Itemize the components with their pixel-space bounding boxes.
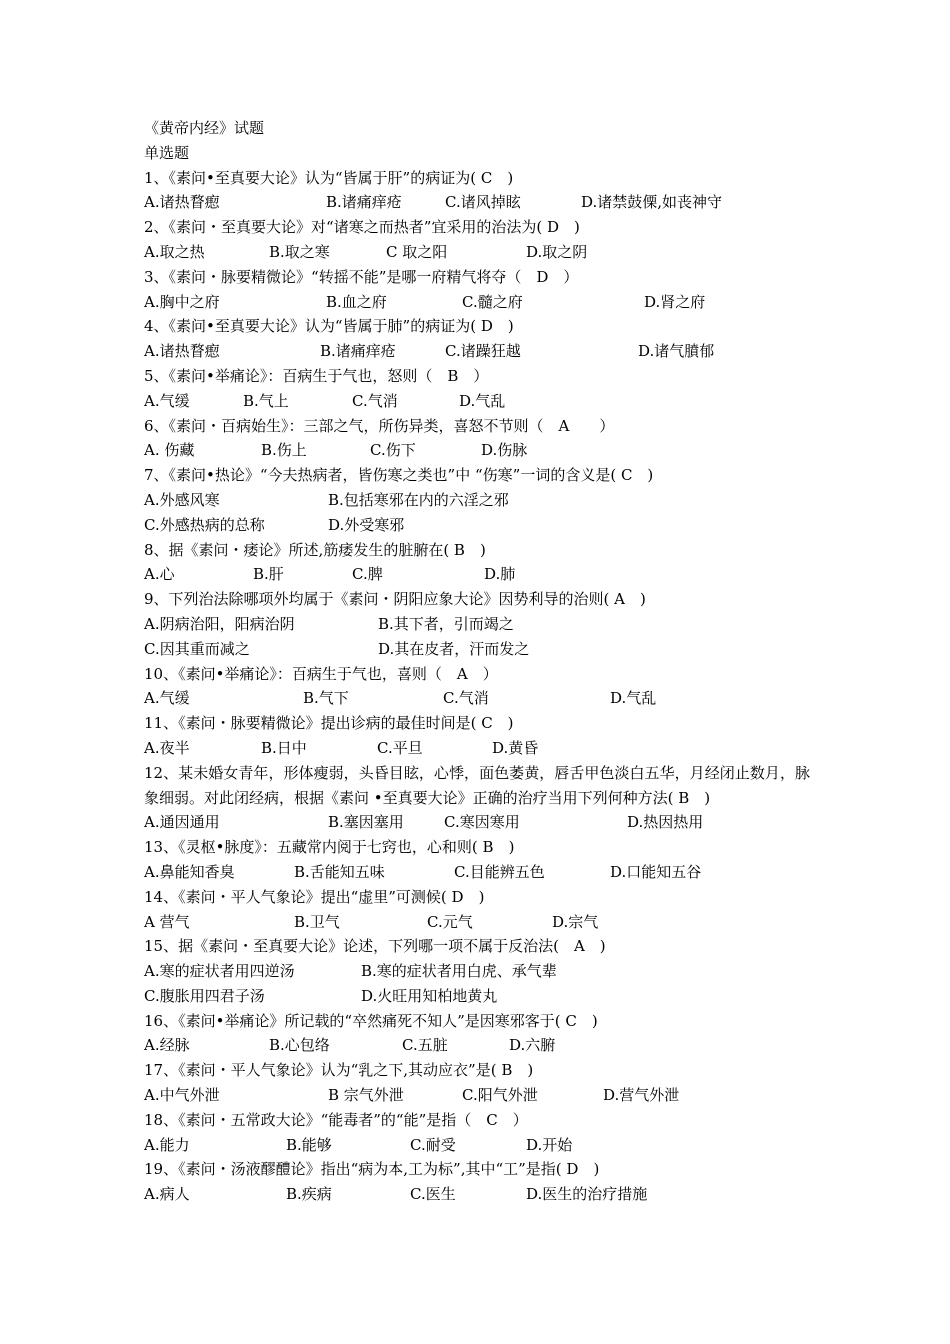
question-stem: 16、《素问•举痛论》所记载的“卒然痛死不知人”是因寒邪客于( C ) (144, 1011, 598, 1030)
option-c: C.伤下 (370, 441, 416, 460)
option-c: C.髓之府 (462, 292, 523, 311)
option-a: A.病人 (144, 1185, 190, 1204)
option-d: D.诸气膹郁 (638, 342, 715, 361)
option-c: C.耐受 (410, 1135, 456, 1154)
option-d: D.肺 (484, 565, 516, 584)
option-d: D.诸禁鼓傈,如丧神守 (581, 193, 723, 212)
option-d: D.开始 (526, 1135, 573, 1154)
option-a: A.寒的症状者用四逆汤 (144, 962, 295, 981)
option-d: D.气乱 (610, 689, 657, 708)
option-b: B.卫气 (294, 912, 340, 931)
option-d: D.营气外泄 (603, 1086, 680, 1105)
question-stem: 4、《素问•至真要大论》认为“皆属于肺”的病证为( D ) (144, 317, 514, 336)
option-d: D.火旺用知柏地黄丸 (361, 986, 498, 1005)
option-c: C.因其重而减之 (144, 639, 250, 658)
option-b: B.能够 (286, 1135, 332, 1154)
option-b: B.塞因塞用 (328, 813, 404, 832)
question-stem: 1、《素问•至真要大论》认为“皆属于肝”的病证为( C ) (144, 168, 514, 187)
option-c: C.五脏 (402, 1036, 448, 1055)
option-d: D.肾之府 (644, 292, 706, 311)
option-a: A.气缓 (144, 391, 190, 410)
option-a: A.中气外泄 (144, 1086, 220, 1105)
option-b: B.血之府 (326, 292, 387, 311)
option-b: B.诸痛痒疮 (320, 342, 396, 361)
option-b: B.日中 (261, 738, 307, 757)
option-b: B.其下者，引而竭之 (378, 614, 514, 633)
option-b: B 宗气外泄 (328, 1086, 404, 1105)
option-d: D.其在皮者，汗而发之 (378, 639, 530, 658)
option-a: A.胸中之府 (144, 292, 220, 311)
option-c: C.诸躁狂越 (445, 342, 521, 361)
option-c: C.外感热病的总称 (144, 515, 265, 534)
question-stem: 10、《素问•举痛论》：百病生于气也，喜则（ A ） (144, 664, 498, 683)
question-stem: 15、据《素问・至真要大论》论述，下列哪一项不属于反治法( A ) (144, 937, 606, 956)
option-d: D.六腑 (509, 1036, 556, 1055)
section-heading: 单选题 (144, 143, 190, 162)
option-a: A.通因通用 (144, 813, 220, 832)
option-a: A.心 (144, 565, 175, 584)
option-a: A. 伤藏 (144, 441, 195, 460)
option-b: B.诸痛痒疮 (326, 193, 402, 212)
option-c: C.医生 (410, 1185, 456, 1204)
option-b: B.寒的症状者用白虎、承气辈 (361, 962, 557, 981)
option-c: C.阳气外泄 (462, 1086, 538, 1105)
question-stem: 12、某未婚女青年，形体瘦弱，头昏目眩，心悸，面色萎黄，唇舌甲色淡白五华，月经闭止数月，脉象细弱。对此闭经病，根据《素问 •至真要大论》正确的治疗当用下列何种方法( B ) (144, 763, 810, 807)
option-c: C.目能辨五色 (454, 862, 545, 881)
option-a: A.经脉 (144, 1036, 190, 1055)
option-c: C 取之阳 (386, 242, 448, 261)
option-b: B.包括寒邪在内的六淫之邪 (328, 490, 509, 509)
option-d: D.黄昏 (492, 738, 539, 757)
option-c: C.气消 (443, 689, 489, 708)
question-stem: 13、《灵枢•脉度》：五藏常内阅于七窍也，心和则( B ) (144, 838, 515, 857)
option-c: C.平旦 (377, 738, 423, 757)
question-stem: 14、《素问・平人气象论》提出“虚里”可测候( D ) (144, 887, 485, 906)
option-d: D.外受寒邪 (328, 515, 405, 534)
option-a: A.能力 (144, 1135, 190, 1154)
question-stem: 18、《素问・五常政大论》“能毒者”的“能”是指（ C ） (144, 1110, 528, 1129)
question-stem: 3、《素问・脉要精微论》“转摇不能”是哪一府精气将夺（ D ） (144, 267, 579, 286)
option-b: B.伤上 (261, 441, 307, 460)
question-stem: 5、《素问•举痛论》：百病生于气也，怒则（ B ） (144, 366, 489, 385)
option-b: B.舌能知五味 (294, 862, 385, 881)
option-d: D.医生的治疗措施 (526, 1185, 648, 1204)
option-c: C.脾 (352, 565, 383, 584)
question-stem: 9、下列治法除哪项外均属于《素问・阴阳应象大论》因势利导的治则( A ) (144, 590, 646, 609)
option-d: D.取之阴 (526, 242, 588, 261)
option-a: A.气缓 (144, 689, 190, 708)
option-a: A.鼻能知香臭 (144, 862, 235, 881)
option-d: D.热因热用 (627, 813, 704, 832)
option-c: C.气消 (352, 391, 398, 410)
option-c: C.腹胀用四君子汤 (144, 986, 265, 1005)
option-a: A.阴病治阳，阳病治阴 (144, 614, 295, 633)
option-a: A.取之热 (144, 242, 205, 261)
option-b: B.肝 (253, 565, 284, 584)
option-a: A.外感风寒 (144, 490, 220, 509)
option-a: A.诸热瞀瘛 (144, 342, 220, 361)
question-stem: 19、《素问・汤液醪醴论》指出“病为本,工为标”,其中“工”是指( D ) (144, 1160, 600, 1179)
option-b: B.疾病 (286, 1185, 332, 1204)
option-b: B.取之寒 (269, 242, 330, 261)
option-d: D.伤脉 (481, 441, 528, 460)
option-c: C.诸风掉眩 (445, 193, 521, 212)
option-a: A.诸热瞀瘛 (144, 193, 220, 212)
question-stem: 6、《素问・百病始生》：三部之气，所伤异类，喜怒不节则（ A ） (144, 416, 615, 435)
option-c: C.寒因寒用 (444, 813, 520, 832)
document-title: 《黄帝内经》试题 (144, 119, 265, 137)
question-stem: 8、据《素问・痿论》所述,筋痿发生的脏腑在( B ) (144, 540, 486, 559)
question-stem: 7、《素问•热论》“今夫热病者，皆伤寒之类也”中 “伤寒”一词的含义是( C ) (144, 466, 654, 485)
option-b: B.气上 (243, 391, 289, 410)
question-stem: 11、《素问・脉要精微论》提出诊病的最佳时间是( C ) (144, 714, 514, 733)
option-b: B.气下 (303, 689, 349, 708)
option-d: D.口能知五谷 (610, 862, 702, 881)
option-c: C.元气 (427, 912, 473, 931)
document-page (0, 116, 950, 1207)
option-d: D.宗气 (552, 912, 599, 931)
option-d: D.气乱 (459, 391, 506, 410)
question-stem: 2、《素问・至真要大论》对“诸寒之而热者”宜采用的治法为( D ) (144, 218, 580, 237)
question-stem: 17、《素问・平人气象论》认为“乳之下,其动应衣”是( B ) (144, 1061, 534, 1080)
option-a: A.夜半 (144, 738, 190, 757)
option-a: A 营气 (144, 912, 190, 931)
option-b: B.心包络 (269, 1036, 330, 1055)
